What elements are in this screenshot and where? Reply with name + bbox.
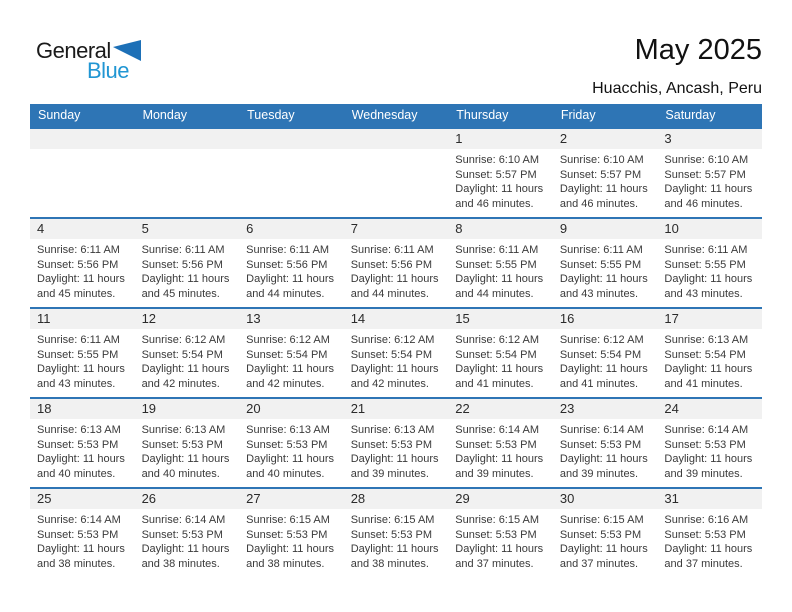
day-number-band bbox=[135, 129, 240, 149]
daylight-text-line1: Daylight: 11 hours bbox=[664, 273, 753, 286]
daylight-text-line2: and 42 minutes. bbox=[141, 377, 220, 390]
day-details bbox=[553, 239, 658, 301]
day-details bbox=[553, 509, 658, 571]
sunrise-text: Sunrise: 6:15 AM bbox=[246, 514, 330, 526]
sunrise-text: Sunrise: 6:11 AM bbox=[350, 244, 434, 256]
day-cell bbox=[239, 309, 344, 397]
weekday-monday: Monday bbox=[142, 108, 188, 122]
daylight-text-line1: Daylight: 11 hours bbox=[246, 543, 334, 556]
daylight-text-line1: Daylight: 11 hours bbox=[559, 543, 648, 556]
day-details bbox=[448, 329, 553, 391]
day-cell bbox=[553, 219, 658, 307]
day-cell bbox=[30, 399, 135, 487]
sunrise-text: Sunrise: 6:13 AM bbox=[350, 424, 435, 436]
daylight-text-line2: and 46 minutes. bbox=[559, 197, 639, 210]
daylight-text-line1: Daylight: 11 hours bbox=[559, 363, 648, 376]
day-number: 24 bbox=[664, 401, 679, 416]
day-number-band bbox=[553, 129, 658, 149]
weekday-saturday: Saturday bbox=[665, 108, 716, 122]
week-row bbox=[30, 397, 762, 487]
daylight-text-line1: Daylight: 11 hours bbox=[141, 273, 230, 286]
day-number: 30 bbox=[559, 491, 575, 506]
sunset-text: Sunset: 5:55 PM bbox=[37, 348, 119, 361]
day-number-band bbox=[135, 219, 240, 239]
day-number: 23 bbox=[559, 401, 575, 416]
page-title: May 2025 bbox=[634, 34, 762, 66]
day-number-band bbox=[448, 129, 553, 149]
day-cell bbox=[448, 219, 553, 307]
sunrise-text: Sunrise: 6:14 AM bbox=[141, 514, 226, 526]
day-details bbox=[239, 239, 344, 301]
sunset-text: Sunset: 5:53 PM bbox=[37, 528, 119, 541]
daylight-text-line2: and 37 minutes. bbox=[664, 557, 743, 570]
day-number-band bbox=[239, 129, 344, 149]
sunrise-text: Sunrise: 6:10 AM bbox=[559, 154, 644, 166]
day-details bbox=[30, 329, 135, 391]
daylight-text-line1: Daylight: 11 hours bbox=[37, 453, 125, 466]
daylight-text-line1: Daylight: 11 hours bbox=[141, 543, 230, 556]
day-number: 27 bbox=[246, 491, 261, 506]
day-number: 19 bbox=[141, 401, 157, 416]
sunrise-text: Sunrise: 6:13 AM bbox=[246, 424, 330, 436]
sunrise-text: Sunrise: 6:12 AM bbox=[141, 334, 226, 346]
day-details bbox=[553, 149, 658, 211]
day-cell bbox=[553, 489, 658, 577]
day-number-band bbox=[657, 309, 762, 329]
day-cell-empty bbox=[239, 129, 344, 217]
day-number-band bbox=[30, 399, 135, 419]
sunrise-text: Sunrise: 6:14 AM bbox=[37, 514, 121, 526]
daylight-text-line1: Daylight: 11 hours bbox=[455, 183, 544, 196]
daylight-text-line1: Daylight: 11 hours bbox=[37, 363, 125, 376]
day-number: 31 bbox=[664, 491, 679, 506]
sunrise-text: Sunrise: 6:15 AM bbox=[350, 514, 435, 526]
daylight-text-line2: and 43 minutes. bbox=[37, 377, 116, 390]
sunset-text: Sunset: 5:56 PM bbox=[246, 258, 328, 271]
sunset-text: Sunset: 5:55 PM bbox=[664, 258, 746, 271]
sunset-text: Sunset: 5:53 PM bbox=[37, 438, 119, 451]
day-cell bbox=[344, 219, 449, 307]
daylight-text-line1: Daylight: 11 hours bbox=[559, 183, 648, 196]
day-cell-empty bbox=[135, 129, 240, 217]
daylight-text-line1: Daylight: 11 hours bbox=[455, 273, 544, 286]
day-number-band bbox=[448, 399, 553, 419]
sunset-text: Sunset: 5:53 PM bbox=[664, 528, 746, 541]
day-number: 13 bbox=[246, 311, 261, 326]
title-block bbox=[592, 34, 762, 98]
day-number-band bbox=[553, 489, 658, 509]
day-number: 4 bbox=[37, 221, 45, 236]
day-number: 1 bbox=[455, 131, 463, 146]
sunset-text: Sunset: 5:54 PM bbox=[455, 348, 537, 361]
daylight-text-line2: and 40 minutes. bbox=[141, 467, 220, 480]
day-number: 14 bbox=[350, 311, 366, 326]
day-cell bbox=[30, 489, 135, 577]
sunrise-text: Sunrise: 6:11 AM bbox=[37, 334, 120, 346]
daylight-text-line1: Daylight: 11 hours bbox=[455, 363, 544, 376]
daylight-text-line2: and 44 minutes. bbox=[246, 287, 325, 300]
day-details bbox=[344, 419, 449, 481]
day-number: 2 bbox=[559, 131, 568, 146]
day-number: 29 bbox=[455, 491, 470, 506]
day-cell bbox=[657, 489, 762, 577]
day-number-band bbox=[448, 309, 553, 329]
sunset-text: Sunset: 5:53 PM bbox=[350, 528, 433, 541]
daylight-text-line1: Daylight: 11 hours bbox=[246, 363, 334, 376]
day-details bbox=[239, 329, 344, 391]
sunset-text: Sunset: 5:57 PM bbox=[455, 168, 537, 181]
day-cell bbox=[344, 489, 449, 577]
day-number: 26 bbox=[141, 491, 157, 506]
day-cell bbox=[344, 399, 449, 487]
sunset-text: Sunset: 5:56 PM bbox=[141, 258, 223, 271]
day-number-band bbox=[657, 399, 762, 419]
sunrise-text: Sunrise: 6:16 AM bbox=[664, 514, 749, 526]
day-cell bbox=[239, 399, 344, 487]
week-row bbox=[30, 307, 762, 397]
sunset-text: Sunset: 5:57 PM bbox=[664, 168, 746, 181]
sunset-text: Sunset: 5:53 PM bbox=[246, 528, 328, 541]
weekday-thursday: Thursday bbox=[456, 108, 509, 122]
sunset-text: Sunset: 5:54 PM bbox=[141, 348, 223, 361]
sunrise-text: Sunrise: 6:11 AM bbox=[141, 244, 225, 256]
day-cell bbox=[448, 309, 553, 397]
week-row bbox=[30, 127, 762, 217]
day-number-band bbox=[448, 489, 553, 509]
daylight-text-line2: and 46 minutes. bbox=[455, 197, 534, 210]
day-number-band bbox=[30, 219, 135, 239]
daylight-text-line2: and 46 minutes. bbox=[664, 197, 743, 210]
day-number: 7 bbox=[350, 221, 358, 236]
day-number-band bbox=[344, 489, 449, 509]
day-cell bbox=[135, 309, 240, 397]
sunrise-text: Sunrise: 6:15 AM bbox=[455, 514, 540, 526]
sunset-text: Sunset: 5:53 PM bbox=[141, 438, 223, 451]
week-row bbox=[30, 217, 762, 307]
daylight-text-line2: and 38 minutes. bbox=[350, 557, 429, 570]
sunrise-text: Sunrise: 6:11 AM bbox=[246, 244, 330, 256]
day-cell bbox=[553, 129, 658, 217]
day-number-band bbox=[135, 399, 240, 419]
day-details bbox=[448, 419, 553, 481]
day-details bbox=[657, 419, 762, 481]
logo-text-blue: Blue bbox=[87, 58, 130, 83]
day-number-band bbox=[657, 219, 762, 239]
daylight-text-line1: Daylight: 11 hours bbox=[141, 363, 230, 376]
daylight-text-line1: Daylight: 11 hours bbox=[664, 363, 753, 376]
daylight-text-line1: Daylight: 11 hours bbox=[350, 273, 439, 286]
day-number: 9 bbox=[559, 221, 568, 236]
daylight-text-line2: and 38 minutes. bbox=[246, 557, 325, 570]
sunrise-text: Sunrise: 6:10 AM bbox=[664, 154, 749, 166]
sunset-text: Sunset: 5:53 PM bbox=[455, 528, 537, 541]
daylight-text-line2: and 41 minutes. bbox=[455, 377, 534, 390]
daylight-text-line2: and 38 minutes. bbox=[37, 557, 116, 570]
sunset-text: Sunset: 5:53 PM bbox=[559, 438, 642, 451]
day-number-band bbox=[344, 309, 449, 329]
day-number-band bbox=[239, 399, 344, 419]
daylight-text-line1: Daylight: 11 hours bbox=[37, 543, 125, 556]
day-cell-empty bbox=[344, 129, 449, 217]
sunset-text: Sunset: 5:53 PM bbox=[455, 438, 537, 451]
day-number: 16 bbox=[559, 311, 575, 326]
daylight-text-line2: and 41 minutes. bbox=[664, 377, 743, 390]
sunrise-text: Sunrise: 6:13 AM bbox=[141, 424, 226, 436]
day-number-band bbox=[30, 309, 135, 329]
daylight-text-line2: and 42 minutes. bbox=[246, 377, 325, 390]
day-number: 28 bbox=[350, 491, 366, 506]
weekday-tuesday: Tuesday bbox=[247, 108, 295, 122]
daylight-text-line2: and 43 minutes. bbox=[559, 287, 639, 300]
sunrise-text: Sunrise: 6:12 AM bbox=[246, 334, 330, 346]
daylight-text-line1: Daylight: 11 hours bbox=[455, 543, 544, 556]
sunrise-text: Sunrise: 6:11 AM bbox=[559, 244, 643, 256]
day-number-band bbox=[553, 309, 658, 329]
day-cell bbox=[239, 489, 344, 577]
daylight-text-line1: Daylight: 11 hours bbox=[664, 183, 753, 196]
day-details bbox=[30, 509, 135, 571]
day-details bbox=[657, 239, 762, 301]
day-number: 6 bbox=[246, 221, 254, 236]
sunset-text: Sunset: 5:53 PM bbox=[350, 438, 433, 451]
sunset-text: Sunset: 5:57 PM bbox=[559, 168, 642, 181]
day-details bbox=[239, 509, 344, 571]
day-details bbox=[239, 419, 344, 481]
sunrise-text: Sunrise: 6:11 AM bbox=[37, 244, 120, 256]
calendar-grid bbox=[30, 104, 762, 577]
day-number-band bbox=[30, 129, 135, 149]
sunset-text: Sunset: 5:53 PM bbox=[559, 528, 642, 541]
daylight-text-line2: and 41 minutes. bbox=[559, 377, 639, 390]
day-number: 10 bbox=[664, 221, 679, 236]
logo-text-general: General bbox=[36, 38, 111, 63]
day-details bbox=[448, 509, 553, 571]
daylight-text-line2: and 39 minutes. bbox=[350, 467, 429, 480]
day-number: 17 bbox=[664, 311, 679, 326]
daylight-text-line1: Daylight: 11 hours bbox=[350, 363, 439, 376]
day-number-band bbox=[448, 219, 553, 239]
sunrise-text: Sunrise: 6:15 AM bbox=[559, 514, 644, 526]
day-number-band bbox=[239, 489, 344, 509]
daylight-text-line2: and 39 minutes. bbox=[559, 467, 639, 480]
daylight-text-line1: Daylight: 11 hours bbox=[559, 453, 648, 466]
daylight-text-line1: Daylight: 11 hours bbox=[350, 453, 439, 466]
sunset-text: Sunset: 5:56 PM bbox=[37, 258, 119, 271]
day-cell bbox=[239, 219, 344, 307]
general-blue-logo bbox=[36, 38, 141, 84]
sunset-text: Sunset: 5:54 PM bbox=[559, 348, 642, 361]
daylight-text-line2: and 39 minutes. bbox=[664, 467, 743, 480]
sunset-text: Sunset: 5:54 PM bbox=[664, 348, 746, 361]
day-details bbox=[657, 509, 762, 571]
week-row bbox=[30, 487, 762, 577]
day-cell bbox=[448, 129, 553, 217]
day-details bbox=[657, 329, 762, 391]
daylight-text-line2: and 45 minutes. bbox=[141, 287, 220, 300]
sunrise-text: Sunrise: 6:12 AM bbox=[455, 334, 540, 346]
day-details bbox=[30, 419, 135, 481]
day-number-band bbox=[239, 219, 344, 239]
day-number-band bbox=[344, 399, 449, 419]
sunrise-text: Sunrise: 6:14 AM bbox=[559, 424, 644, 436]
daylight-text-line2: and 43 minutes. bbox=[664, 287, 743, 300]
day-details bbox=[448, 149, 553, 211]
sunset-text: Sunset: 5:54 PM bbox=[350, 348, 433, 361]
day-details bbox=[344, 329, 449, 391]
sunrise-text: Sunrise: 6:11 AM bbox=[664, 244, 748, 256]
day-number-band bbox=[30, 489, 135, 509]
day-number-band bbox=[553, 399, 658, 419]
day-number: 15 bbox=[455, 311, 470, 326]
day-cell-empty bbox=[30, 129, 135, 217]
daylight-text-line1: Daylight: 11 hours bbox=[141, 453, 230, 466]
day-cell bbox=[135, 489, 240, 577]
sunrise-text: Sunrise: 6:13 AM bbox=[37, 424, 121, 436]
day-details bbox=[657, 149, 762, 211]
daylight-text-line2: and 39 minutes. bbox=[455, 467, 534, 480]
sunrise-text: Sunrise: 6:14 AM bbox=[455, 424, 540, 436]
day-details bbox=[135, 239, 240, 301]
daylight-text-line2: and 37 minutes. bbox=[559, 557, 639, 570]
daylight-text-line2: and 40 minutes. bbox=[37, 467, 116, 480]
sunset-text: Sunset: 5:53 PM bbox=[141, 528, 223, 541]
day-number-band bbox=[344, 219, 449, 239]
sunset-text: Sunset: 5:53 PM bbox=[246, 438, 328, 451]
daylight-text-line1: Daylight: 11 hours bbox=[664, 453, 753, 466]
day-number: 8 bbox=[455, 221, 463, 236]
sunrise-text: Sunrise: 6:10 AM bbox=[455, 154, 540, 166]
day-number-band bbox=[553, 219, 658, 239]
day-cell bbox=[135, 399, 240, 487]
day-details bbox=[553, 419, 658, 481]
day-details bbox=[553, 329, 658, 391]
day-cell bbox=[30, 219, 135, 307]
day-cell bbox=[657, 129, 762, 217]
weekday-friday: Friday bbox=[560, 108, 596, 122]
day-details bbox=[30, 239, 135, 301]
day-details bbox=[344, 239, 449, 301]
daylight-text-line2: and 44 minutes. bbox=[455, 287, 534, 300]
day-number-band bbox=[657, 489, 762, 509]
day-cell bbox=[657, 219, 762, 307]
daylight-text-line2: and 40 minutes. bbox=[246, 467, 325, 480]
day-number: 11 bbox=[37, 311, 51, 326]
day-number-band bbox=[135, 489, 240, 509]
sunset-text: Sunset: 5:55 PM bbox=[559, 258, 642, 271]
day-details bbox=[135, 419, 240, 481]
day-details bbox=[135, 509, 240, 571]
day-number: 5 bbox=[141, 221, 149, 236]
day-number: 21 bbox=[350, 401, 366, 416]
sunset-text: Sunset: 5:55 PM bbox=[455, 258, 537, 271]
daylight-text-line2: and 42 minutes. bbox=[350, 377, 429, 390]
sunset-text: Sunset: 5:53 PM bbox=[664, 438, 746, 451]
day-details bbox=[448, 239, 553, 301]
daylight-text-line1: Daylight: 11 hours bbox=[559, 273, 648, 286]
daylight-text-line2: and 44 minutes. bbox=[350, 287, 429, 300]
sunrise-text: Sunrise: 6:14 AM bbox=[664, 424, 749, 436]
day-cell bbox=[657, 399, 762, 487]
day-number: 22 bbox=[455, 401, 470, 416]
day-number: 12 bbox=[141, 311, 157, 326]
day-cell bbox=[448, 489, 553, 577]
day-cell bbox=[344, 309, 449, 397]
daylight-text-line2: and 37 minutes. bbox=[455, 557, 534, 570]
day-cell bbox=[657, 309, 762, 397]
day-details bbox=[135, 329, 240, 391]
day-cell bbox=[553, 309, 658, 397]
weekday-header-row bbox=[30, 104, 762, 127]
sunset-text: Sunset: 5:56 PM bbox=[350, 258, 433, 271]
sunrise-text: Sunrise: 6:13 AM bbox=[664, 334, 749, 346]
daylight-text-line2: and 38 minutes. bbox=[141, 557, 220, 570]
daylight-text-line2: and 45 minutes. bbox=[37, 287, 116, 300]
daylight-text-line1: Daylight: 11 hours bbox=[664, 543, 753, 556]
daylight-text-line1: Daylight: 11 hours bbox=[246, 453, 334, 466]
day-cell bbox=[448, 399, 553, 487]
weekday-wednesday: Wednesday bbox=[351, 108, 418, 122]
day-number-band bbox=[239, 309, 344, 329]
weeks-container bbox=[30, 127, 762, 577]
day-number: 20 bbox=[246, 401, 261, 416]
daylight-text-line1: Daylight: 11 hours bbox=[350, 543, 439, 556]
day-details bbox=[344, 509, 449, 571]
daylight-text-line1: Daylight: 11 hours bbox=[37, 273, 125, 286]
sunrise-text: Sunrise: 6:11 AM bbox=[455, 244, 539, 256]
day-number-band bbox=[135, 309, 240, 329]
sunset-text: Sunset: 5:54 PM bbox=[246, 348, 328, 361]
daylight-text-line1: Daylight: 11 hours bbox=[455, 453, 544, 466]
day-number: 18 bbox=[37, 401, 52, 416]
day-number-band bbox=[657, 129, 762, 149]
day-cell bbox=[30, 309, 135, 397]
weekday-sunday: Sunday bbox=[38, 108, 81, 122]
day-cell bbox=[135, 219, 240, 307]
daylight-text-line1: Daylight: 11 hours bbox=[246, 273, 334, 286]
day-cell bbox=[553, 399, 658, 487]
sunrise-text: Sunrise: 6:12 AM bbox=[350, 334, 435, 346]
day-number: 25 bbox=[37, 491, 52, 506]
sunrise-text: Sunrise: 6:12 AM bbox=[559, 334, 644, 346]
page-location: Huacchis, Ancash, Peru bbox=[592, 80, 762, 97]
day-number-band bbox=[344, 129, 449, 149]
day-number: 3 bbox=[664, 131, 672, 146]
